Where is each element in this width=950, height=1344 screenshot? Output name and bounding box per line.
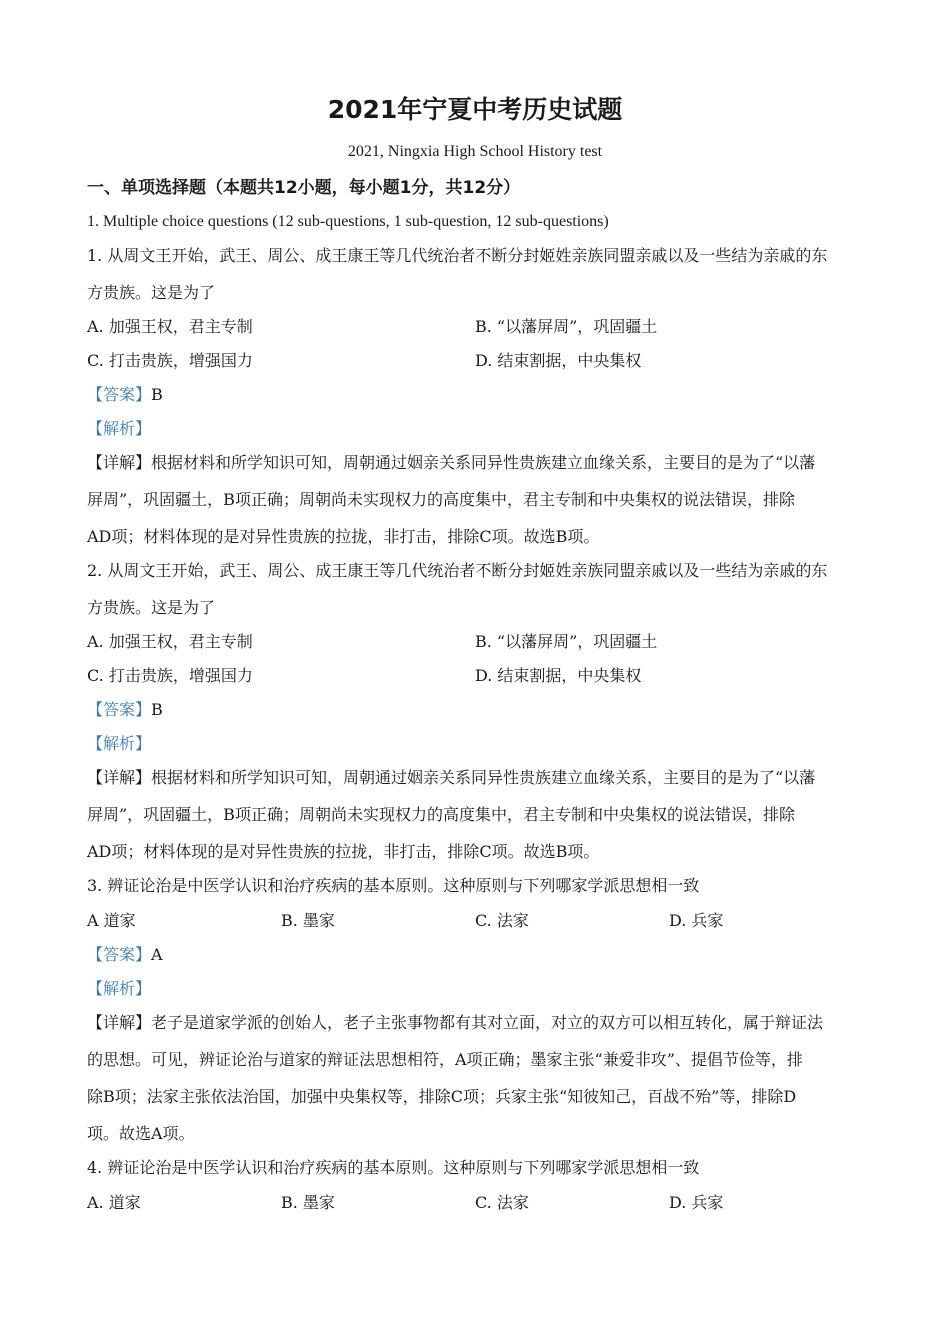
- section-heading-en: 1. Multiple choice questions (12 sub-questions, 1 sub-question, 12 sub-questions): [87, 213, 609, 230]
- q4-option-a: A. 道家: [87, 1193, 141, 1212]
- document-title: 2021年宁夏中考历史试题: [327, 95, 623, 124]
- q3-answer: [87, 944, 163, 966]
- section-heading: 一、单项选择题（本题共12小题，每小题1分，共12分）: [87, 178, 521, 198]
- q3-option-b: B. 墨家: [281, 911, 335, 930]
- q2-detail-line3: AD项；材料体现的是对异性贵族的拉拢，非打击，排除C项。故选B项。: [87, 842, 600, 861]
- document-subtitle: 2021, Ningxia High School History test: [347, 143, 603, 160]
- q3-option-c: C. 法家: [475, 911, 529, 930]
- q3-detail-line1: 【详解】老子是道家学派的创始人，老子主张事物都有其对立面，对立的双方可以相互转化，属于辩证法: [87, 1013, 824, 1032]
- q1-option-c: C. 打击贵族，增强国力: [87, 351, 253, 370]
- analysis-tag: 【解析】: [87, 734, 152, 753]
- q1-option-b: B. “以藩屏周”，巩固疆土: [475, 317, 658, 336]
- q1-analysis: [87, 418, 151, 440]
- answer-tag: 【答案】: [87, 700, 152, 719]
- q3-detail-line4: 项。故选A项。: [87, 1124, 195, 1143]
- q4-stem: 4. 辨证论治是中医学认识和治疗疾病的基本原则。这种原则与下列哪家学派思想相一致: [87, 1158, 700, 1177]
- q2-stem-line2: 方贵族。这是为了: [87, 598, 216, 617]
- analysis-tag: 【解析】: [87, 419, 152, 438]
- q4-option-d: D. 兵家: [669, 1193, 724, 1212]
- answer-value: B: [151, 385, 163, 404]
- answer-value: B: [151, 700, 163, 719]
- q3-detail-line2: 的思想。可见，辨证论治与道家的辩证法思想相符，A项正确；墨家主张“兼爱非攻”、提倡节俭等，排: [87, 1050, 803, 1069]
- q1-option-a: A. 加强王权，君主专制: [87, 317, 253, 336]
- q1-option-d: D. 结束割据，中央集权: [475, 351, 642, 370]
- q2-stem-line1: 2. 从周文王开始，武王、周公、成王康王等几代统治者不断分封姬姓亲族同盟亲戚以及一些结为亲戚的东: [87, 561, 828, 580]
- q3-option-d: D. 兵家: [669, 911, 724, 930]
- q2-detail-line2: 屏周”，巩固疆土，B项正确；周朝尚未实现权力的高度集中，君主专制和中央集权的说法错误，排除: [87, 805, 795, 824]
- answer-tag: 【答案】: [87, 945, 152, 964]
- q2-detail-line1: 【详解】根据材料和所学知识可知，周朝通过姻亲关系同异性贵族建立血缘关系，主要目的是为了“以藩: [87, 768, 816, 787]
- q2-option-a: A. 加强王权，君主专制: [87, 632, 253, 651]
- q1-detail-line1: 【详解】根据材料和所学知识可知，周朝通过姻亲关系同异性贵族建立血缘关系，主要目的是为了“以藩: [87, 453, 816, 472]
- q1-detail-line3: AD项；材料体现的是对异性贵族的拉拢，非打击，排除C项。故选B项。: [87, 527, 600, 546]
- q3-detail-line3: 除B项；法家主张依法治国，加强中央集权等，排除C项；兵家主张“知彼知己，百战不殆”等，排除D: [87, 1087, 797, 1106]
- q2-answer: [87, 699, 163, 721]
- q3-stem: 3. 辨证论治是中医学认识和治疗疾病的基本原则。这种原则与下列哪家学派思想相一致: [87, 876, 700, 895]
- q2-option-c: C. 打击贵族，增强国力: [87, 666, 253, 685]
- analysis-tag: 【解析】: [87, 979, 152, 998]
- answer-value: A: [151, 945, 163, 964]
- answer-tag: 【答案】: [87, 385, 152, 404]
- q3-option-a: A 道家: [87, 911, 136, 930]
- q4-option-c: C. 法家: [475, 1193, 529, 1212]
- q2-option-d: D. 结束割据，中央集权: [475, 666, 642, 685]
- q2-option-b: B. “以藩屏周”，巩固疆土: [475, 632, 658, 651]
- q1-answer: [87, 384, 163, 406]
- q3-analysis: [87, 978, 151, 1000]
- q1-detail-line2: 屏周”，巩固疆土，B项正确；周朝尚未实现权力的高度集中，君主专制和中央集权的说法错误，排除: [87, 490, 795, 509]
- q1-stem-line2: 方贵族。这是为了: [87, 283, 216, 302]
- q1-stem-line1: 1. 从周文王开始，武王、周公、成王康王等几代统治者不断分封姬姓亲族同盟亲戚以及一些结为亲戚的东: [87, 246, 828, 265]
- q4-option-b: B. 墨家: [281, 1193, 335, 1212]
- q2-analysis: [87, 733, 151, 755]
